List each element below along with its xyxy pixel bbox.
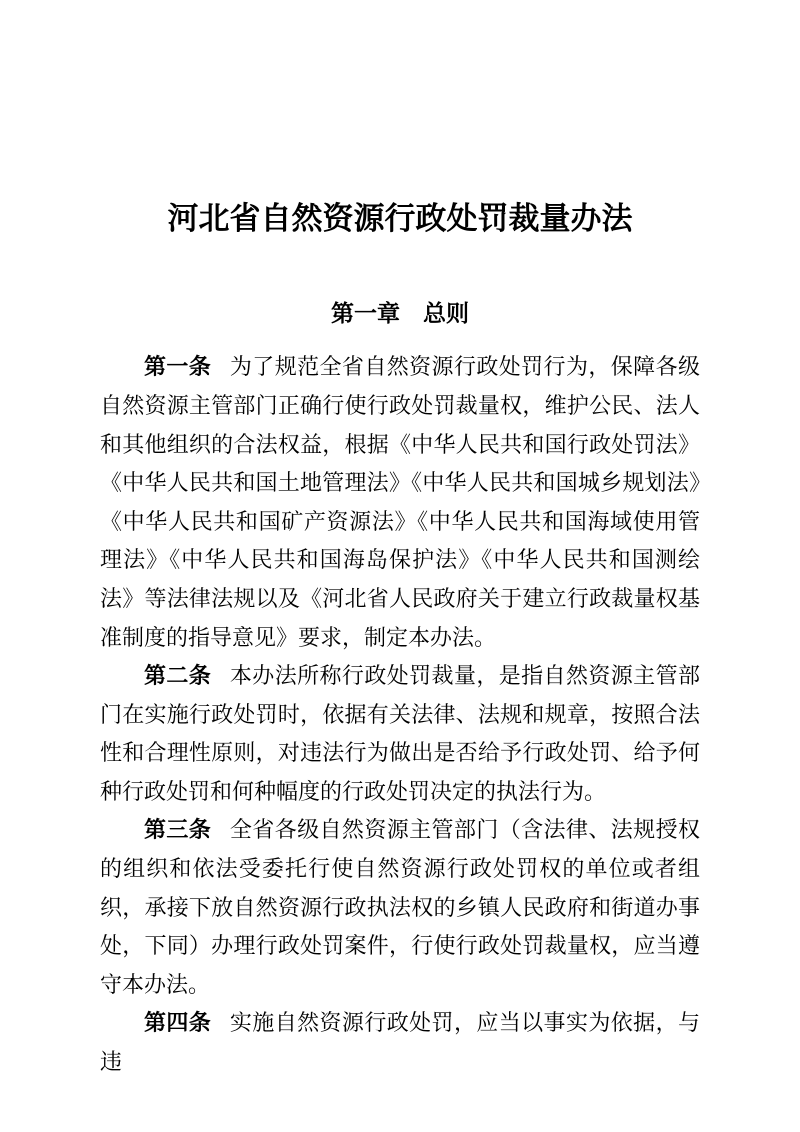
article-1-label: 第一条 bbox=[144, 355, 212, 381]
article-3-text: 全省各级自然资源主管部门（含法律、法规授权的组织和依法受委托行使自然资源行政处罚权的单位或者组织，承接下放自然资源行政执法权的乡镇人民政府和街道办事处，下同）办理行政处罚案件，行使行政处罚裁量权，应当遵守本办法。 bbox=[100, 818, 700, 998]
article-3-label: 第三条 bbox=[144, 818, 212, 844]
article-paragraph-3 bbox=[100, 812, 700, 1005]
document-title: 河北省自然资源行政处罚裁量办法 bbox=[167, 201, 633, 237]
chapter-heading: 第一章 总则 bbox=[331, 300, 469, 327]
article-paragraph-4 bbox=[100, 1005, 700, 1082]
article-paragraph-1 bbox=[100, 349, 700, 658]
article-4-text: 实施自然资源行政处罚，应当以事实为依据，与违 bbox=[100, 1011, 700, 1076]
article-1-text: 为了规范全省自然资源行政处罚行为，保障各级自然资源主管部门正确行使行政处罚裁量权，维护公民、法人和其他组织的合法权益，根据《中华人民共和国行政处罚法》《中华人民共和国土地管理法》《中华人民共和国城乡规划法》《中华人民共和国矿产资源法》《中华人民共和国海域使用管理法》《中华人民共和国海岛保护法》《中华人民共和国测绘法》等法律法规以及《河北省人民政府关于建立行政裁量权基准制度的指导意见》要求，制定本办法。 bbox=[100, 355, 700, 651]
article-2-text: 本办法所称行政处罚裁量，是指自然资源主管部门在实施行政处罚时，依据有关法律、法规和规章，按照合法性和合理性原则，对违法行为做出是否给予行政处罚、给予何种行政处罚和何种幅度的行政处罚决定的执法行为。 bbox=[100, 664, 700, 805]
article-paragraph-2 bbox=[100, 658, 700, 812]
document-body bbox=[100, 349, 700, 1082]
article-4-label: 第四条 bbox=[144, 1011, 212, 1037]
article-2-label: 第二条 bbox=[144, 664, 212, 690]
